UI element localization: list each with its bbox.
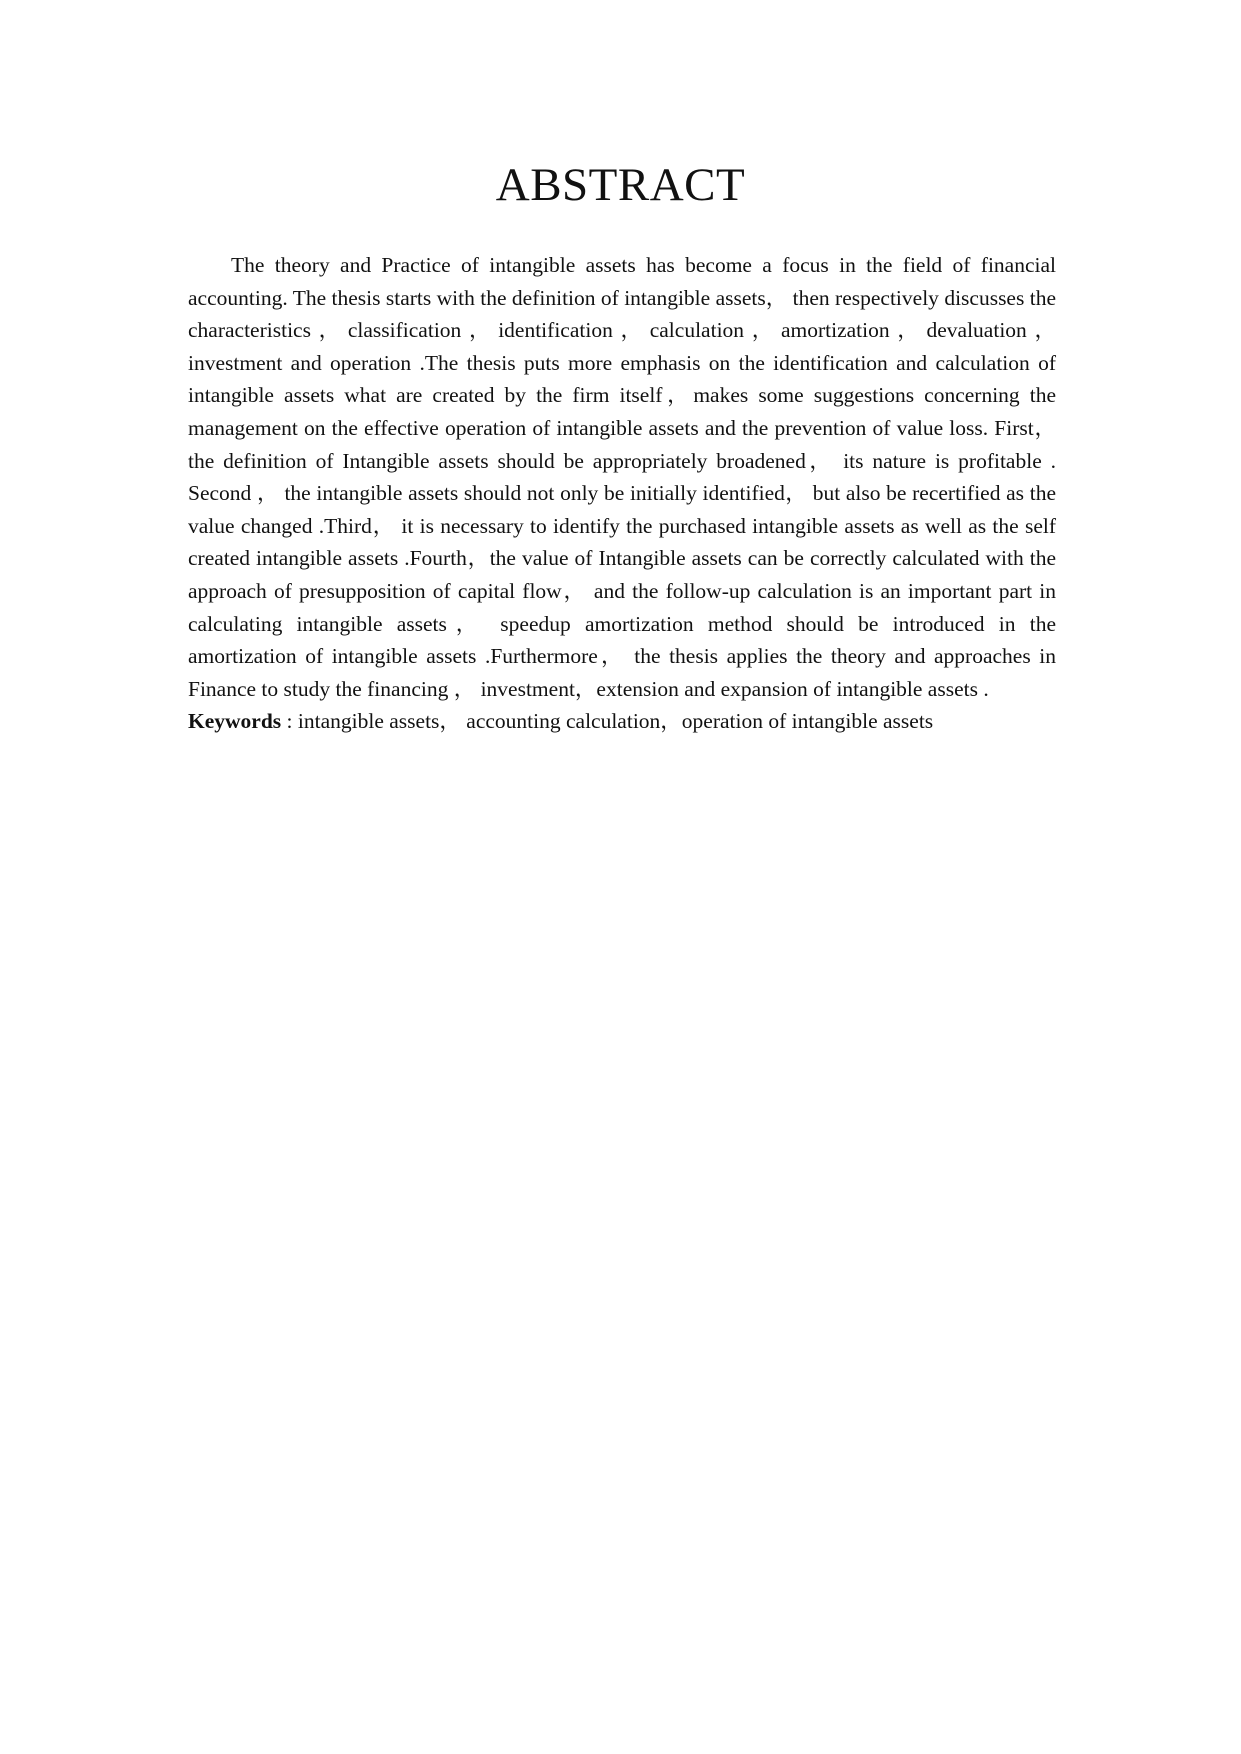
abstract-body bbox=[188, 249, 1056, 738]
keywords-label: Keywords bbox=[188, 709, 282, 734]
keywords-text: : intangible assets， accounting calculation，operation of intangible assets bbox=[281, 709, 934, 734]
abstract-paragraph: The theory and Practice of intangible assets has become a focus in the field of financial accounting. The thesis starts with the definition of intangible assets， then respectively discusses the characteristics，classification，identification，calculation，amortization，devaluation，investment and operation .The thesis puts more emphasis on the identification and calculation of intangible assets what are created by the firm itself，makes some suggestions concerning the management on the effective operation of intangible assets and the prevention of value loss. First，the definition of Intangible assets should be appropriately broadened， its nature is profitable . Second ， the intangible assets should not only be initially identified， but also be recertified as the value changed .Third， it is necessary to identify the purchased intangible assets as well as the self created intangible assets .Fourth，the value of Intangible assets can be correctly calculated with the approach of presupposition of capital flow， and the follow-up calculation is an important part in calculating intangible assets， speedup amortization method should be introduced in the amortization of intangible assets .Furthermore， the thesis applies the theory and approaches in Finance to study the financing ， investment，extension and expansion of intangible assets . bbox=[188, 253, 1056, 701]
page-title: ABSTRACT bbox=[495, 159, 746, 211]
keywords-line bbox=[188, 705, 1056, 738]
